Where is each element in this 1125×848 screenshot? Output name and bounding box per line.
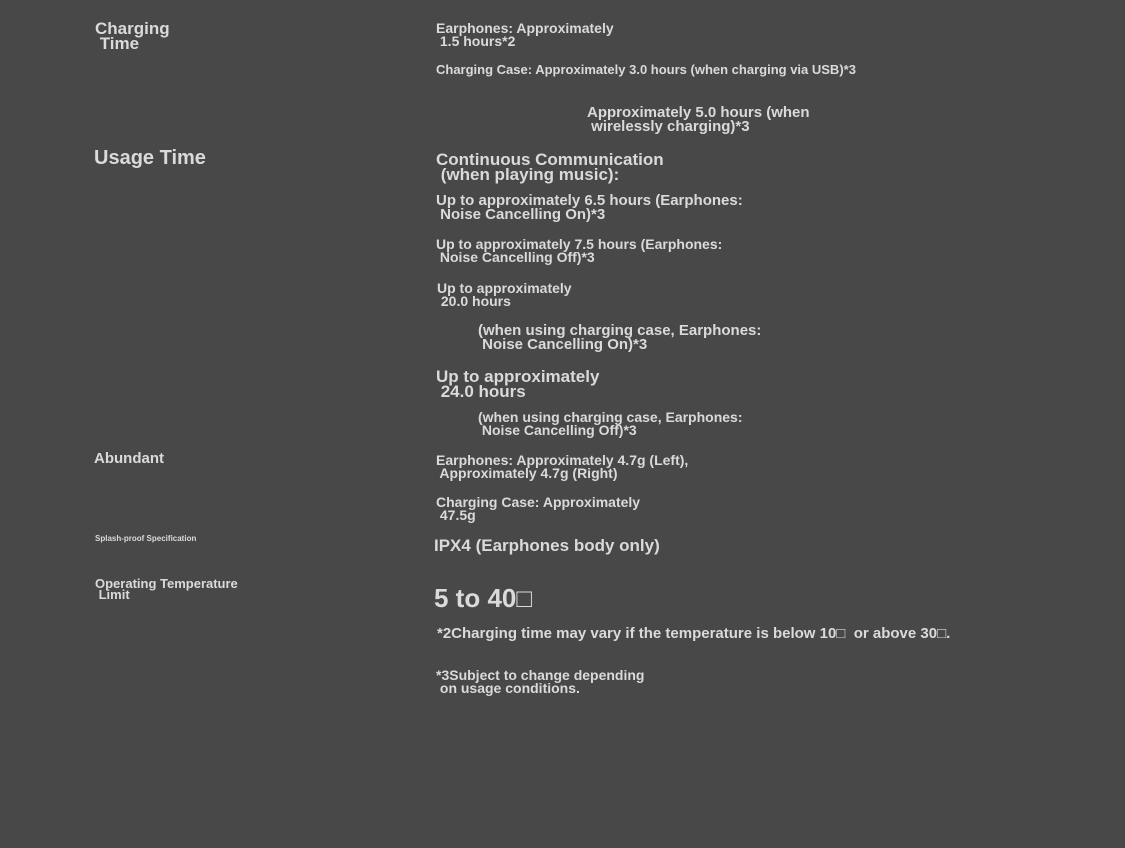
usage-time-label: Usage Time xyxy=(94,147,206,169)
usage-nc-off: Up to approximately 7.5 hours (Earphones: Noise Cancelling Off)*3 xyxy=(436,236,723,265)
temperature-value: 5 to 40□ xyxy=(434,583,533,613)
charging-time-case-usb: Charging Case: Approximately 3.0 hours (when charging via USB)*3 xyxy=(436,62,856,77)
temperature-label: Operating Temperature Limit xyxy=(95,576,238,602)
footnote-2: *2Charging time may vary if the temperature is below 10□ or above 30□. xyxy=(437,625,951,642)
usage-case-off-note: (when using charging case, Earphones: Noise Cancelling Off)*3 xyxy=(478,409,743,438)
weight-earphones: Earphones: Approximately 4.7g (Left), Approximately 4.7g (Right) xyxy=(436,452,689,481)
splash-label: Splash-proof Specification xyxy=(95,534,197,543)
usage-case-on-value: Up to approximately 20.0 hours xyxy=(437,280,572,309)
weight-case: Charging Case: Approximately 47.5g xyxy=(436,494,641,523)
charging-time-earphones: Earphones: Approximately 1.5 hours*2 xyxy=(436,20,614,49)
charging-time-label: Charging Time xyxy=(95,19,170,53)
usage-case-on-note: (when using charging case, Earphones: Noise Cancelling On)*3 xyxy=(478,322,762,353)
usage-continuous: Continuous Communication (when playing music): xyxy=(436,150,664,184)
footnote-3: *3Subject to change depending on usage conditions. xyxy=(436,667,645,696)
weight-label: Abundant xyxy=(94,450,164,467)
splash-value: IPX4 (Earphones body only) xyxy=(434,536,660,555)
usage-case-off-value: Up to approximately 24.0 hours xyxy=(436,367,600,401)
charging-time-case-wireless: Approximately 5.0 hours (when wirelessly charging)*3 xyxy=(587,104,810,135)
usage-nc-on: Up to approximately 6.5 hours (Earphones: Noise Cancelling On)*3 xyxy=(436,192,743,223)
